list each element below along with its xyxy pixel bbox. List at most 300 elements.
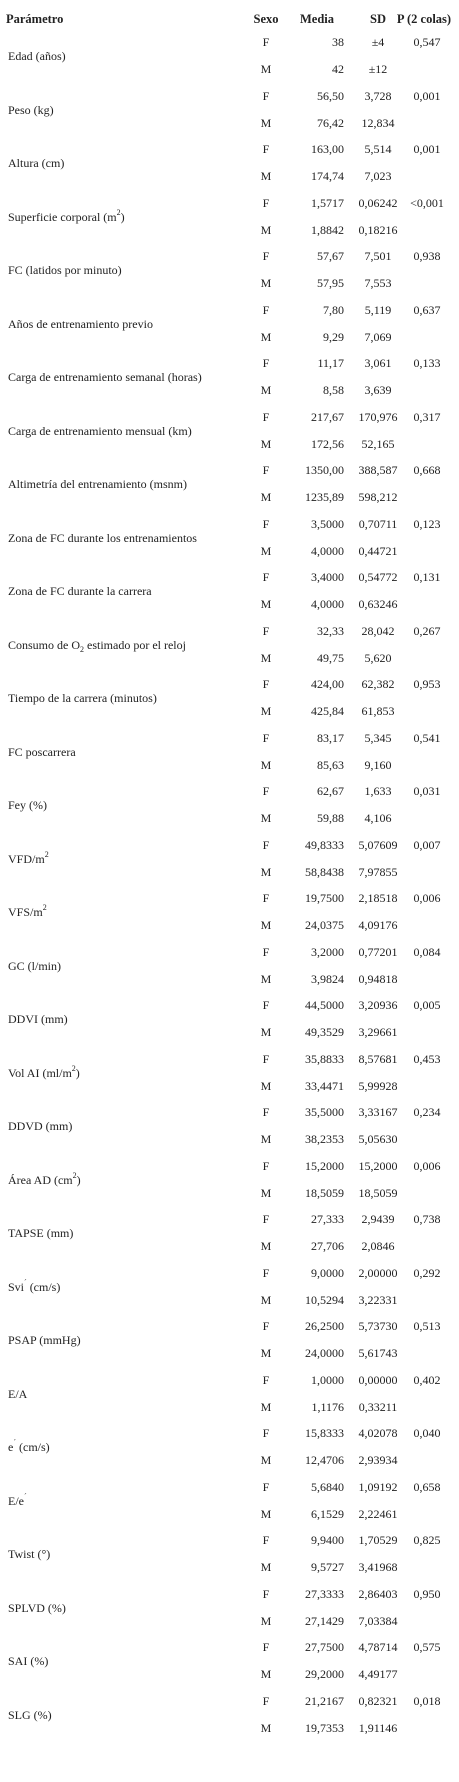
female-subrow [0,563,459,590]
sd-cell: 0,00000 [358,1372,398,1387]
male-subrow [0,965,459,992]
p-value-cell: 0,637 [413,302,441,317]
table-row [0,1366,459,1420]
sex-cell: F [262,463,270,477]
sd-cell: 3,29661 [358,1025,398,1039]
sd-cell: 61,853 [361,704,395,718]
sex-cell: M [260,1292,272,1307]
header-parametro: Parámetro [6,12,64,26]
female-subrow [0,1526,459,1553]
table-row [0,296,459,350]
sd-cell: 5,61743 [358,1346,398,1360]
sd-cell: 598,212 [358,490,398,504]
male-subrow [0,162,459,189]
sex-cell: M [260,597,272,611]
female-subrow [0,1473,459,1500]
male-subrow [0,858,459,885]
p-value-cell: 0,575 [413,1640,441,1654]
sd-cell: 2,93934 [358,1453,398,1467]
mean-cell: 29,2000 [305,1667,344,1681]
parameter-label-superscript: 2 [42,903,47,912]
table-row [0,563,459,617]
mean-cell: 59,88 [317,811,344,825]
sex-cell: F [262,1426,270,1440]
sd-cell: 62,382 [361,677,395,691]
sex-cell: M [260,1025,272,1039]
female-subrow [0,82,459,109]
p-value-cell: 0,738 [413,1212,441,1226]
female-subrow [0,1419,459,1446]
mean-cell: 19,7500 [305,891,344,905]
sex-cell: F [262,1212,270,1226]
female-subrow [0,135,459,162]
male-subrow [0,483,459,510]
mean-cell: 26,2500 [305,1319,344,1333]
sex-cell: M [260,115,272,130]
parameter-label-text: Tiempo de la carrera (minutos) [8,691,157,705]
sd-cell: 3,22331 [358,1292,398,1307]
sd-cell: 1,09192 [358,1479,398,1494]
parameter-label-superscript: 2 [116,207,121,217]
p-value-cell: 0,031 [413,784,441,798]
male-subrow [0,1500,459,1527]
female-subrow [0,1045,459,1072]
mean-cell: 174,74 [311,169,344,183]
sd-cell: 1,91146 [358,1720,398,1735]
sd-cell: 7,069 [364,329,392,344]
sex-cell: F [262,730,270,745]
mean-cell: 56,50 [317,88,344,103]
sd-cell: 7,553 [364,276,392,290]
female-subrow [0,670,459,697]
sd-cell: 2,18518 [358,891,398,905]
sex-cell: F [262,1158,270,1173]
female-subrow [0,242,459,269]
sd-cell: 5,73730 [358,1319,398,1333]
parameter-label-text: e [8,1440,14,1454]
sex-cell: M [260,1078,272,1093]
p-value-cell: 0,668 [413,463,441,477]
sd-cell: ±12 [368,62,388,76]
male-subrow [0,1553,459,1580]
header-sd: SD [370,12,386,26]
mean-cell: 27,1429 [305,1613,344,1628]
table-row [0,456,459,510]
mean-cell: 24,0000 [305,1346,344,1360]
parameter-label-text: Altimetría del entrenamiento (msnm) [8,477,187,491]
parameter-label-text: SPLVD (%) [8,1600,66,1615]
parameter-label-text: FC (latidos por minuto) [8,263,122,277]
sex-cell: F [262,35,270,49]
male-subrow [0,804,459,831]
sex-cell: M [260,1613,272,1628]
table-row [0,884,459,938]
sex-cell: M [260,1399,272,1414]
male-subrow [0,1393,459,1420]
sex-cell: M [260,169,272,183]
table-row [0,1045,459,1099]
parameter-label-text: Superficie corporal (m [8,209,117,224]
sd-cell: 3,639 [364,383,392,397]
sd-cell: 2,00000 [358,1265,398,1280]
male-subrow [0,1125,459,1152]
mean-cell: 163,00 [311,142,344,156]
female-subrow [0,1580,459,1607]
sex-cell: F [262,302,270,317]
sd-cell: 0,18216 [358,222,398,237]
sd-cell: 388,587 [358,463,398,477]
table-row [0,617,459,671]
sd-cell: 0,06242 [358,195,398,210]
male-subrow [0,537,459,564]
male-subrow [0,1179,459,1206]
sex-cell: F [262,1586,270,1601]
sex-cell: M [260,1239,272,1253]
male-subrow [0,323,459,350]
sex-cell: F [262,837,270,852]
mean-cell: 19,7353 [305,1720,344,1735]
sex-cell: M [260,1346,272,1360]
parameter-label-text: Fey (%) [8,798,47,812]
parameter-label-text: Altura (cm) [8,156,65,170]
p-value-cell: 0,938 [413,249,441,263]
table-row [0,189,459,243]
parameter-label-suffix: (cm/s) [26,1279,61,1294]
mean-cell: 12,4706 [305,1453,344,1467]
sex-cell: F [262,1693,270,1708]
mean-cell: 8,58 [323,383,344,397]
parameter-label-text: Zona de FC durante los entrenamientos [8,530,197,545]
p-value-cell: 0,541 [413,730,441,745]
mean-cell: 24,0375 [305,918,344,932]
female-subrow [0,349,459,376]
female-subrow [0,938,459,965]
sex-cell: F [262,1372,270,1387]
mean-cell: 38 [332,35,344,49]
mean-cell: 38,2353 [305,1132,344,1146]
p-value-cell: 0,658 [413,1479,441,1494]
mean-cell: 49,8333 [305,837,344,852]
mean-cell: 7,80 [323,302,344,317]
female-subrow [0,1152,459,1179]
sex-cell: M [260,918,272,932]
table-row [0,510,459,564]
sex-cell: F [262,516,270,531]
sex-cell: M [260,276,272,290]
table-row [0,242,459,296]
mean-cell: 57,67 [317,249,344,263]
mean-cell: 32,33 [317,623,344,638]
sex-cell: F [262,1319,270,1333]
parameter-label-superscript: 2 [72,1170,77,1180]
p-value-cell: 0,133 [413,356,441,370]
parameter-label-superscript: 2 [71,1063,76,1073]
sex-cell: F [262,891,270,905]
parameter-label-text: DDVI (mm) [8,1012,68,1026]
sd-cell: 4,78714 [358,1640,398,1654]
sex-cell: M [260,543,272,558]
table-row [0,135,459,189]
mean-cell: 425,84 [311,704,344,718]
parameter-label-superscript: 2 [44,849,49,859]
mean-cell: 85,63 [317,757,344,772]
mean-cell: 424,00 [311,677,344,691]
sd-cell: 4,106 [364,811,392,825]
mean-cell: 15,8333 [305,1426,344,1440]
sex-cell: F [262,677,270,691]
parameter-label-superscript: ´ [13,1438,16,1447]
parameter-label-text: GC (l/min) [8,958,61,973]
mean-cell: 27,333 [311,1212,344,1226]
sd-cell: 18,5059 [358,1185,398,1200]
male-subrow [0,430,459,457]
table-row [0,1580,459,1634]
mean-cell: 217,67 [311,409,344,424]
mean-cell: 27,3333 [305,1586,344,1601]
sex-cell: F [262,944,270,959]
parameter-label-text: Svi [8,1279,25,1294]
mean-cell: 27,706 [311,1239,344,1253]
parameter-label-text: E/A [8,1386,28,1401]
sd-cell: 4,02078 [358,1426,398,1440]
parameter-label-superscript: ´ [24,1491,27,1501]
table-row [0,831,459,885]
p-value-cell: 0,267 [413,623,441,638]
sd-cell: 12,834 [361,115,395,130]
table-row [0,777,459,831]
mean-cell: 9,29 [323,329,344,344]
p-value-cell: 0,953 [413,677,441,691]
female-subrow [0,28,459,55]
sex-cell: F [262,570,270,584]
sex-cell: M [260,490,272,504]
sex-cell: M [260,971,272,986]
mean-cell: 62,67 [317,784,344,798]
sd-cell: 5,345 [364,730,392,745]
mean-cell: 11,17 [317,356,344,370]
mean-cell: 1350,00 [305,463,344,477]
female-subrow [0,1633,459,1660]
sd-cell: ±4 [371,35,385,49]
sd-cell: 0,63246 [358,597,398,611]
male-subrow [0,911,459,938]
sex-cell: F [262,998,270,1012]
sd-cell: 2,22461 [358,1506,398,1521]
female-subrow [0,1687,459,1714]
male-subrow [0,1714,459,1741]
sd-cell: 3,33167 [358,1105,398,1119]
sex-cell: M [260,1453,272,1467]
header-media: Media [299,12,335,26]
p-value-cell: 0,006 [413,1158,441,1173]
parameter-label-text: VFD/m [8,851,45,866]
sex-cell: M [260,1185,272,1200]
sd-cell: 8,57681 [358,1051,398,1066]
sd-cell: 5,07609 [358,837,398,852]
p-value-cell: 0,547 [413,35,441,49]
header-sexo: Sexo [253,12,279,26]
p-value-cell: 0,317 [413,409,441,424]
p-value-cell: 0,123 [413,516,441,531]
sd-cell: 4,09176 [358,918,398,932]
table-row [0,349,459,403]
mean-cell: 35,8833 [305,1051,344,1066]
mean-cell: 3,2000 [311,944,344,959]
parameter-label-text: Área AD (cm [8,1172,73,1187]
sd-cell: 15,2000 [358,1158,398,1173]
parameter-label-text: Carga de entrenamiento semanal (horas) [8,370,202,384]
parameter-label-text: Consumo de O [8,637,80,652]
table-row [0,1152,459,1206]
male-subrow [0,751,459,778]
parameter-label-text: Edad (años) [8,49,66,63]
mean-cell: 4,0000 [311,543,344,558]
table-row [0,1205,459,1259]
sex-cell: M [260,864,272,879]
parameter-label-text: VFS/m [8,905,43,919]
sex-cell: F [262,1265,270,1280]
sd-cell: 3,728 [364,88,392,103]
sex-cell: F [262,784,270,798]
mean-cell: 5,6840 [311,1479,344,1494]
female-subrow [0,296,459,323]
male-subrow [0,269,459,296]
parameter-label-text: PSAP (mmHg) [8,1333,81,1347]
female-subrow [0,1205,459,1232]
parameter-label-text: Twist (°) [8,1547,51,1561]
sex-cell: F [262,356,270,370]
sd-cell: 3,41968 [358,1560,398,1574]
parameter-label-text: E/e [8,1493,24,1508]
mean-cell: 6,1529 [311,1506,344,1521]
sex-cell: F [262,1640,270,1654]
male-subrow [0,1607,459,1634]
mean-cell: 1235,89 [305,490,344,504]
sd-cell: 5,05630 [358,1132,398,1146]
parameter-label-subscript: 2 [80,644,84,654]
header-p: P (2 colas) [396,12,452,26]
mean-cell: 4,0000 [311,597,344,611]
male-subrow [0,1660,459,1687]
sd-cell: 3,061 [364,356,392,370]
parameter-label-text: SLG (%) [8,1707,52,1722]
sex-cell: F [262,88,270,103]
sd-cell: 9,160 [364,757,392,772]
mean-cell: 10,5294 [305,1292,344,1307]
female-subrow [0,456,459,483]
sex-cell: M [260,1506,272,1521]
sex-cell: F [262,1533,270,1547]
mean-cell: 1,0000 [311,1372,344,1387]
sex-cell: F [262,195,270,210]
mean-cell: 1,1176 [311,1399,344,1414]
male-subrow [0,697,459,724]
table-row [0,670,459,724]
mean-cell: 1,8842 [311,222,344,237]
parameter-label-text: SAI (%) [8,1654,49,1668]
female-subrow [0,617,459,644]
sex-cell: F [262,249,270,263]
p-value-cell: 0,001 [413,142,441,156]
sd-cell: 0,44721 [358,543,398,558]
mean-cell: 57,95 [317,276,344,290]
sd-cell: 7,023 [364,169,392,183]
female-subrow [0,1259,459,1286]
male-subrow [0,644,459,671]
table-row [0,82,459,136]
sd-cell: 2,0846 [361,1239,395,1253]
table-row [0,28,459,82]
mean-cell: 172,56 [311,436,344,451]
sd-cell: 0,54772 [358,570,398,584]
female-subrow [0,777,459,804]
sd-cell: 1,70529 [358,1533,398,1547]
p-value-cell: 0,040 [413,1426,441,1440]
female-subrow [0,724,459,751]
female-subrow [0,1312,459,1339]
sd-cell: 7,97855 [358,864,398,879]
male-subrow [0,590,459,617]
p-value-cell: 0,825 [413,1533,441,1547]
sd-cell: 5,620 [364,650,392,665]
sd-cell: 0,33211 [358,1399,398,1414]
sex-cell: M [260,436,272,451]
mean-cell: 49,3529 [305,1025,344,1039]
mean-cell: 58,8438 [305,864,344,879]
sd-cell: 4,49177 [358,1667,398,1681]
p-value-cell: 0,006 [413,891,441,905]
parameter-label-text: Vol AI (ml/m [8,1065,72,1080]
table-row [0,1419,459,1473]
sex-cell: M [260,62,272,76]
table-row [0,1312,459,1366]
female-subrow [0,510,459,537]
sd-cell: 3,20936 [358,998,398,1012]
table-row [0,1473,459,1527]
parameter-label-text: Carga de entrenamiento mensual (km) [8,423,192,438]
p-value-cell: 0,001 [413,88,441,103]
sex-cell: M [260,704,272,718]
sd-cell: 5,119 [364,302,392,317]
mean-cell: 27,7500 [305,1640,344,1654]
female-subrow [0,991,459,1018]
sd-cell: 170,976 [358,409,398,424]
parameter-label-superscript: ´ [24,1277,27,1287]
sex-cell: M [260,1560,272,1574]
female-subrow [0,1098,459,1125]
male-subrow [0,216,459,243]
mean-cell: 3,4000 [311,570,344,584]
sd-cell: 52,165 [361,436,395,451]
male-subrow [0,1339,459,1366]
sex-cell: M [260,650,272,665]
sd-cell: 5,99928 [358,1078,398,1093]
mean-cell: 15,2000 [305,1158,344,1173]
male-subrow [0,376,459,403]
sex-cell: M [260,811,272,825]
female-subrow [0,403,459,430]
mean-cell: 9,0000 [311,1265,344,1280]
sd-cell: 0,70711 [358,516,398,531]
sex-cell: F [262,623,270,638]
parameter-label-text: Años de entrenamiento previo [8,316,153,331]
parameter-label-suffix: estimado por el reloj [84,637,186,652]
parameter-label-suffix: (cm/s) [16,1440,50,1454]
mean-cell: 83,17 [317,730,344,745]
sex-cell: F [262,1479,270,1494]
sd-cell: 2,86403 [358,1586,398,1601]
sex-cell: M [260,1720,272,1735]
